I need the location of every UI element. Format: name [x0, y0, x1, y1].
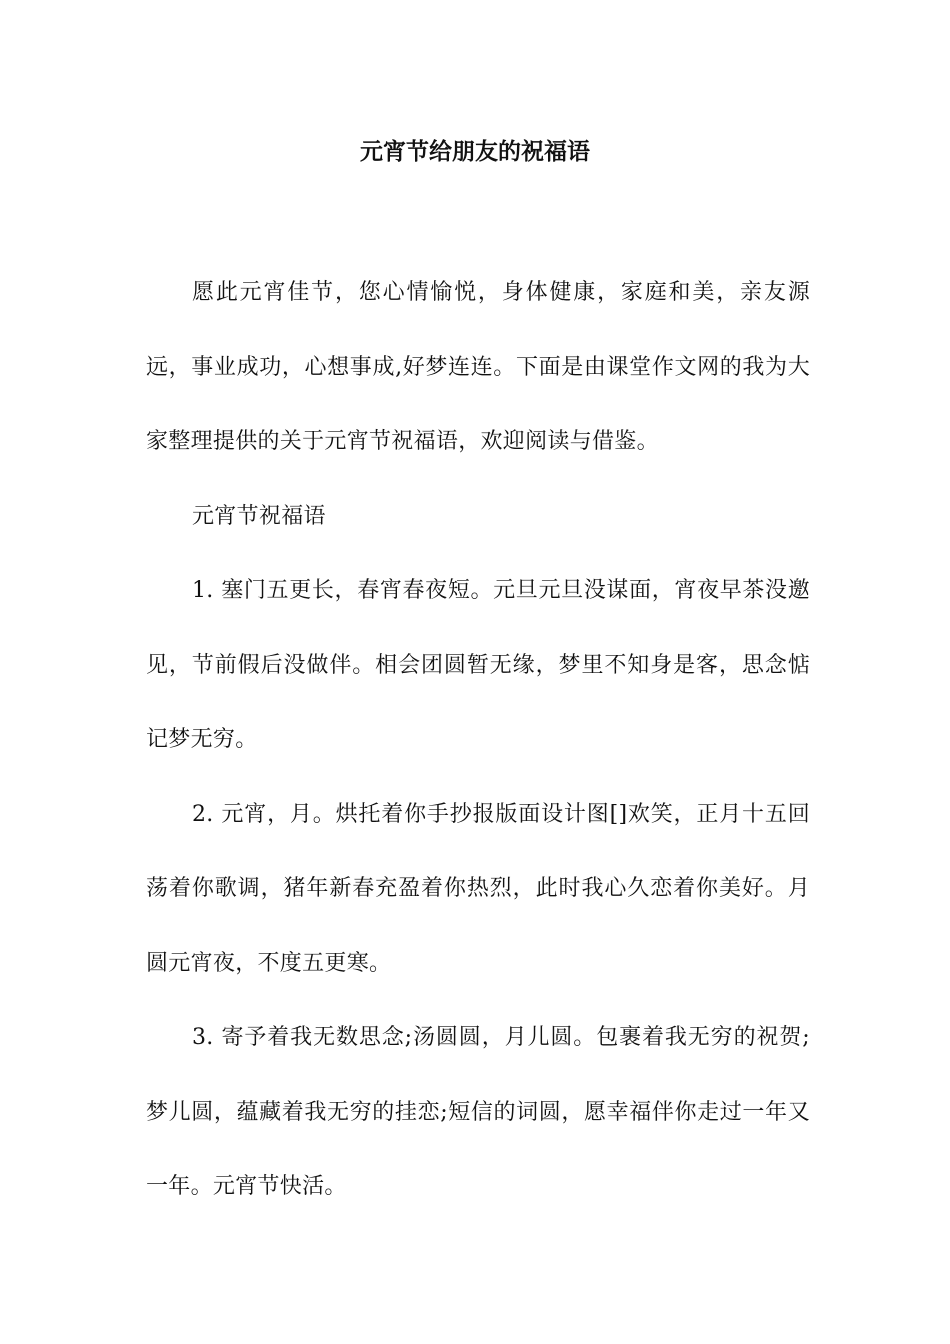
document-title: 元宵节给朋友的祝福语	[360, 139, 590, 165]
blessing-item-2: 2. 元宵，月。烘托着你手抄报版面设计图[]欢笑，正月十五回荡着你歌调，猪年新春充盈着你热烈，此时我心久恋着你美好。月圆元宵夜，不度五更寒。	[146, 801, 810, 976]
blessing-item-1: 1. 塞门五更长，春宵春夜短。元旦元旦没谋面，宵夜早茶没邀见，节前假后没做伴。相会团圆暂无缘，梦里不知身是客，思念惦记梦无穷。	[146, 578, 810, 752]
intro-paragraph: 愿此元宵佳节，您心情愉悦，身体健康，家庭和美，亲友源远，事业成功，心想事成,好梦连连。下面是由课堂作文网的我为大家整理提供的关于元宵节祝福语，欢迎阅读与借鉴。	[146, 280, 810, 454]
section-heading: 元宵节祝福语	[192, 503, 326, 529]
document-body	[146, 256, 810, 1225]
blessing-item-3: 3. 寄予着我无数思念;汤圆圆，月儿圆。包裹着我无穷的祝贺;梦儿圆，蕴藏着我无穷的挂恋;短信的词圆，愿幸福伴你走过一年又一年。元宵节快活。	[146, 1025, 810, 1199]
